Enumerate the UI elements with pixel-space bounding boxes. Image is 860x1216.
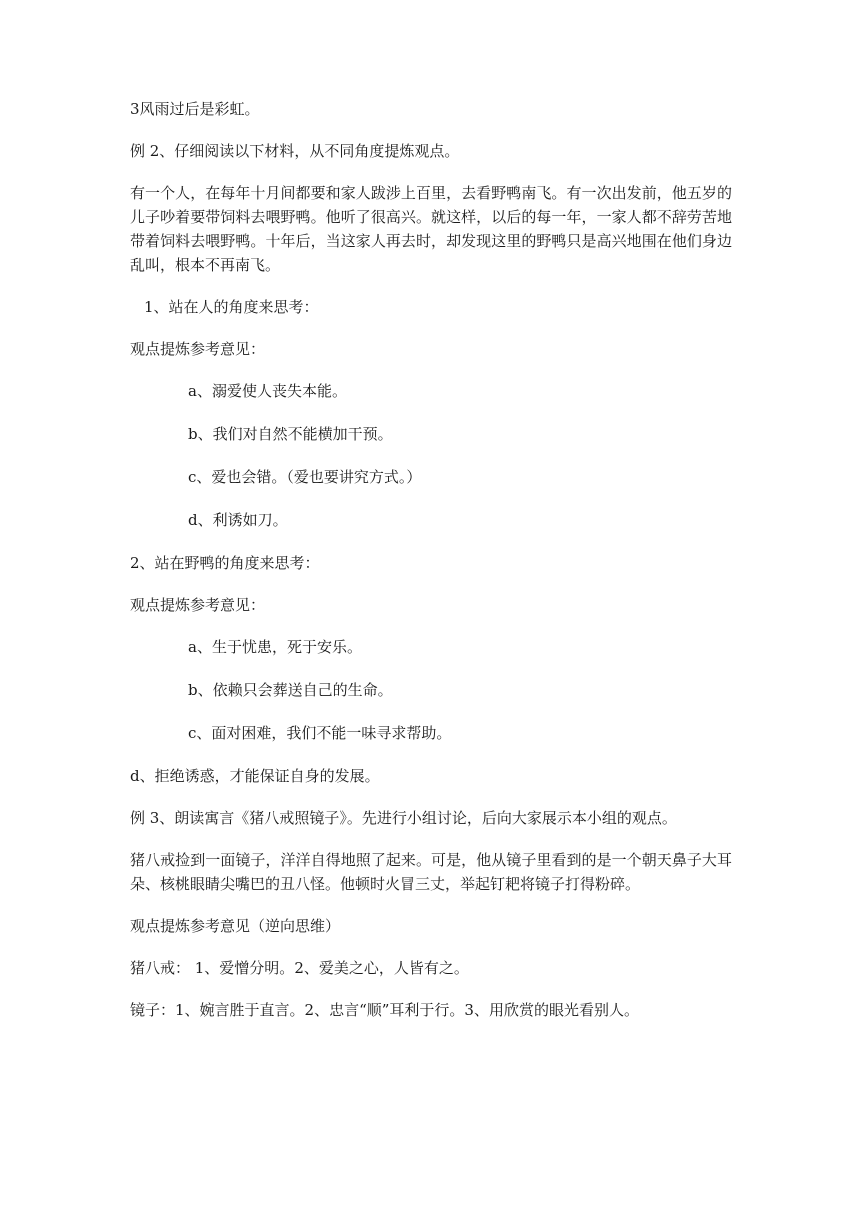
option-item-1b: b、我们对自然不能横加干预。: [188, 425, 393, 443]
option-item-1a: a、溺爱使人丧失本能。: [188, 382, 347, 400]
paragraph-section-1-heading: 1、站在人的角度来思考：: [144, 298, 319, 316]
paragraph-reverse-thinking-heading: 观点提炼参考意见（逆向思维）: [130, 917, 341, 935]
option-item-2a: a、生于忧患，死于安乐。: [188, 638, 362, 656]
option-item-1d: d、利诱如刀。: [188, 511, 288, 529]
document-page: [130, 97, 732, 1040]
paragraph-reference-opinion-2: 观点提炼参考意见：: [130, 596, 266, 614]
option-item-1c: c、爱也会错。（爱也要讲究方式。）: [188, 468, 422, 486]
paragraph-example-2-title: 例 2、仔细阅读以下材料，从不同角度提炼观点。: [130, 142, 460, 160]
paragraph-example-3-title: 例 3、朗读寓言《猪八戒照镜子》。先进行小组讨论，后向大家展示本小组的观点。: [130, 809, 677, 827]
paragraph-reference-opinion-1: 观点提炼参考意见：: [130, 340, 266, 358]
paragraph-pigsy-fable: 猪八戒捡到一面镜子，洋洋自得地照了起来。可是，他从镜子里看到的是一个朝天鼻子大耳朵、核桃眼睛尖嘴巴的丑八怪。他顿时火冒三丈，举起钉耙将镜子打得粉碎。: [130, 851, 732, 893]
paragraph-section-2-heading: 2、站在野鸭的角度来思考：: [130, 554, 320, 572]
option-item-2b: b、依赖只会葬送自己的生命。: [188, 681, 393, 699]
paragraph-mirror-opinions: 镜子：1、婉言胜于直言。2、忠言“顺”耳利于行。3、用欣赏的眼光看别人。: [130, 1001, 639, 1019]
paragraph-pigsy-opinions: 猪八戒： 1、爱憎分明。2、爱美之心，人皆有之。: [130, 959, 469, 977]
paragraph-wild-duck-story: 有一个人，在每年十月间都要和家人跋涉上百里，去看野鸭南飞。有一次出发前，他五岁的儿子吵着要带饲料去喂野鸭。他听了很高兴。就这样，以后的每一年，一家人都不辞劳苦地带着饲料去喂野鸭。十年后，当这家人再去时，却发现这里的野鸭只是高兴地围在他们身边乱叫，根本不再南飞。: [130, 184, 732, 274]
option-item-2c: c、面对困难，我们不能一味寻求帮助。: [188, 724, 452, 742]
option-item-2d: d、拒绝诱惑，才能保证自身的发展。: [130, 767, 380, 785]
paragraph-heading-rainbow: 3风雨过后是彩虹。: [130, 100, 260, 118]
